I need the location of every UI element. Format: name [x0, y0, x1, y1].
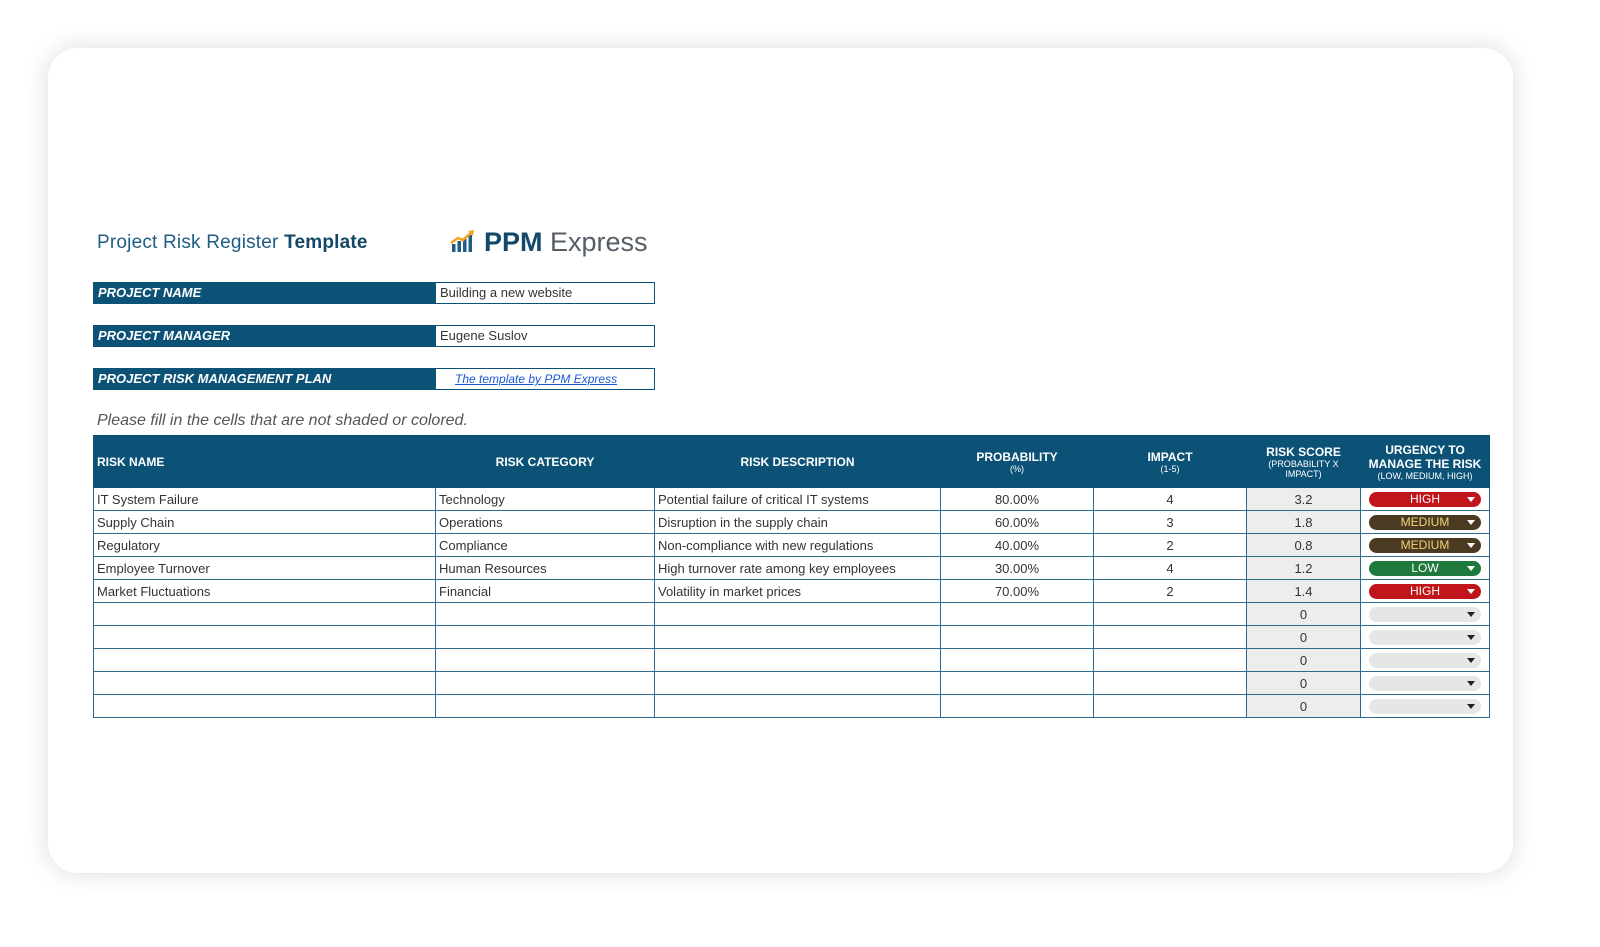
logo-brand: PPM — [484, 226, 543, 257]
urgency-label: MEDIUM — [1400, 538, 1450, 552]
risk-description-cell[interactable] — [655, 649, 941, 672]
risk-name-cell[interactable] — [94, 695, 436, 718]
impact-cell[interactable] — [1094, 695, 1247, 718]
risk-score-cell: 0 — [1247, 649, 1361, 672]
impact-cell[interactable]: 4 — [1094, 557, 1247, 580]
probability-cell[interactable] — [941, 695, 1094, 718]
header-risk-score-sub: (PROBABILITY X IMPACT) — [1268, 458, 1339, 479]
urgency-dropdown[interactable] — [1369, 653, 1481, 668]
risk-description-cell[interactable]: High turnover rate among key employees — [655, 557, 941, 580]
urgency-cell — [1361, 580, 1490, 603]
risk-description-cell[interactable]: Potential failure of critical IT systems — [655, 488, 941, 511]
header-impact-sub: (1-5) — [1160, 463, 1180, 474]
header-impact — [1094, 436, 1247, 488]
risk-description-cell[interactable]: Non-compliance with new regulations — [655, 534, 941, 557]
risk-name-cell[interactable] — [94, 649, 436, 672]
dropdown-arrow-icon — [1467, 704, 1475, 709]
table-row — [94, 603, 1490, 626]
risk-name-cell[interactable]: Regulatory — [94, 534, 436, 557]
header-probability-sub: (%) — [1010, 463, 1024, 474]
urgency-label: LOW — [1411, 561, 1439, 575]
risk-category-cell[interactable]: Human Resources — [436, 557, 655, 580]
urgency-dropdown[interactable] — [1369, 607, 1481, 622]
risk-description-cell[interactable] — [655, 626, 941, 649]
risk-plan-row — [93, 368, 655, 390]
risk-name-cell[interactable] — [94, 626, 436, 649]
probability-cell[interactable]: 30.00% — [941, 557, 1094, 580]
table-row — [94, 626, 1490, 649]
table-row — [94, 695, 1490, 718]
urgency-cell — [1361, 534, 1490, 557]
urgency-dropdown[interactable] — [1369, 492, 1481, 507]
risk-category-cell[interactable]: Operations — [436, 511, 655, 534]
probability-cell[interactable]: 80.00% — [941, 488, 1094, 511]
risk-category-cell[interactable] — [436, 603, 655, 626]
table-body — [94, 488, 1490, 718]
urgency-cell — [1361, 488, 1490, 511]
dropdown-arrow-icon — [1467, 520, 1475, 525]
risk-score-cell: 0 — [1247, 695, 1361, 718]
risk-score-cell: 1.8 — [1247, 511, 1361, 534]
urgency-dropdown[interactable] — [1369, 538, 1481, 553]
table-row — [94, 649, 1490, 672]
risk-category-cell[interactable]: Financial — [436, 580, 655, 603]
table-header-row — [94, 436, 1490, 488]
risk-name-cell[interactable] — [94, 672, 436, 695]
risk-score-cell: 0.8 — [1247, 534, 1361, 557]
risk-plan-label: PROJECT RISK MANAGEMENT PLAN — [94, 369, 436, 389]
header-risk-category: RISK CATEGORY — [436, 436, 655, 488]
header-urgency-sub: (LOW, MEDIUM, HIGH) — [1377, 470, 1473, 481]
risk-description-cell[interactable] — [655, 695, 941, 718]
urgency-label: MEDIUM — [1400, 515, 1450, 529]
urgency-dropdown[interactable] — [1369, 584, 1481, 599]
impact-cell[interactable] — [1094, 626, 1247, 649]
probability-cell[interactable]: 60.00% — [941, 511, 1094, 534]
risk-name-cell[interactable]: Supply Chain — [94, 511, 436, 534]
risk-category-cell[interactable]: Technology — [436, 488, 655, 511]
dropdown-arrow-icon — [1467, 497, 1475, 502]
title-bold: Template — [284, 232, 368, 253]
risk-name-cell[interactable] — [94, 603, 436, 626]
risk-category-cell[interactable] — [436, 695, 655, 718]
probability-cell[interactable] — [941, 603, 1094, 626]
impact-cell[interactable] — [1094, 672, 1247, 695]
header-probability-label: PROBABILITY — [976, 449, 1058, 464]
risk-description-cell[interactable] — [655, 603, 941, 626]
risk-score-cell: 0 — [1247, 672, 1361, 695]
impact-cell[interactable] — [1094, 603, 1247, 626]
header-urgency-label: URGENCY TO MANAGE THE RISK — [1368, 442, 1482, 471]
dropdown-arrow-icon — [1467, 635, 1475, 640]
page-title — [97, 228, 368, 258]
risk-score-cell: 1.4 — [1247, 580, 1361, 603]
risk-name-cell[interactable]: IT System Failure — [94, 488, 436, 511]
risk-score-cell: 0 — [1247, 603, 1361, 626]
header-risk-description: RISK DESCRIPTION — [655, 436, 941, 488]
impact-cell[interactable]: 2 — [1094, 534, 1247, 557]
probability-cell[interactable]: 70.00% — [941, 580, 1094, 603]
urgency-label: HIGH — [1410, 492, 1440, 506]
risk-description-cell[interactable]: Disruption in the supply chain — [655, 511, 941, 534]
dropdown-arrow-icon — [1467, 566, 1475, 571]
urgency-dropdown[interactable] — [1369, 561, 1481, 576]
project-name-field[interactable]: Building a new website — [436, 283, 654, 303]
header-risk-score-label: RISK SCORE — [1266, 444, 1341, 459]
risk-score-cell: 1.2 — [1247, 557, 1361, 580]
urgency-label: HIGH — [1410, 584, 1440, 598]
risk-score-cell: 0 — [1247, 626, 1361, 649]
risk-category-cell[interactable] — [436, 672, 655, 695]
risk-description-cell[interactable] — [655, 672, 941, 695]
urgency-cell — [1361, 695, 1490, 718]
dropdown-arrow-icon — [1467, 681, 1475, 686]
risk-description-cell[interactable]: Volatility in market prices — [655, 580, 941, 603]
risk-category-cell[interactable] — [436, 649, 655, 672]
urgency-dropdown[interactable] — [1369, 515, 1481, 530]
ppm-express-logo — [450, 224, 648, 260]
table-row — [94, 672, 1490, 695]
probability-cell[interactable]: 40.00% — [941, 534, 1094, 557]
urgency-dropdown[interactable] — [1369, 699, 1481, 714]
fill-instruction: Please fill in the cells that are not shaded or colored. — [97, 412, 468, 429]
dropdown-arrow-icon — [1467, 589, 1475, 594]
header-risk-score — [1247, 436, 1361, 488]
probability-cell[interactable] — [941, 626, 1094, 649]
bar-chart-arrow-icon — [450, 229, 476, 255]
urgency-cell — [1361, 603, 1490, 626]
impact-cell[interactable]: 3 — [1094, 511, 1247, 534]
header-probability — [941, 436, 1094, 488]
risk-name-cell[interactable]: Employee Turnover — [94, 557, 436, 580]
risk-plan-link[interactable]: The template by PPM Express — [436, 369, 654, 389]
dropdown-arrow-icon — [1467, 658, 1475, 663]
risk-score-cell: 3.2 — [1247, 488, 1361, 511]
header-urgency — [1361, 436, 1490, 488]
project-manager-row — [93, 325, 655, 347]
impact-cell[interactable]: 2 — [1094, 580, 1247, 603]
project-manager-field[interactable]: Eugene Suslov — [436, 326, 654, 346]
dropdown-arrow-icon — [1467, 543, 1475, 548]
risk-name-cell[interactable]: Market Fluctuations — [94, 580, 436, 603]
urgency-dropdown[interactable] — [1369, 630, 1481, 645]
risk-category-cell[interactable]: Compliance — [436, 534, 655, 557]
risk-register-table — [93, 435, 1490, 718]
urgency-cell — [1361, 626, 1490, 649]
impact-cell[interactable]: 4 — [1094, 488, 1247, 511]
urgency-cell — [1361, 511, 1490, 534]
table-row — [94, 488, 1490, 511]
urgency-cell — [1361, 672, 1490, 695]
risk-category-cell[interactable] — [436, 626, 655, 649]
project-manager-label: PROJECT MANAGER — [94, 326, 436, 346]
probability-cell[interactable] — [941, 672, 1094, 695]
probability-cell[interactable] — [941, 649, 1094, 672]
logo-suffix: Express — [542, 226, 648, 257]
dropdown-arrow-icon — [1467, 612, 1475, 617]
urgency-dropdown[interactable] — [1369, 676, 1481, 691]
table-row — [94, 580, 1490, 603]
header-risk-name: RISK NAME — [94, 436, 436, 488]
project-name-row — [93, 282, 655, 304]
urgency-cell — [1361, 557, 1490, 580]
urgency-cell — [1361, 649, 1490, 672]
table-row — [94, 557, 1490, 580]
impact-cell[interactable] — [1094, 649, 1247, 672]
table-row — [94, 511, 1490, 534]
header-impact-label: IMPACT — [1147, 449, 1193, 464]
table-row — [94, 534, 1490, 557]
project-name-label: PROJECT NAME — [94, 283, 436, 303]
title-main: Project Risk Register — [97, 232, 285, 253]
